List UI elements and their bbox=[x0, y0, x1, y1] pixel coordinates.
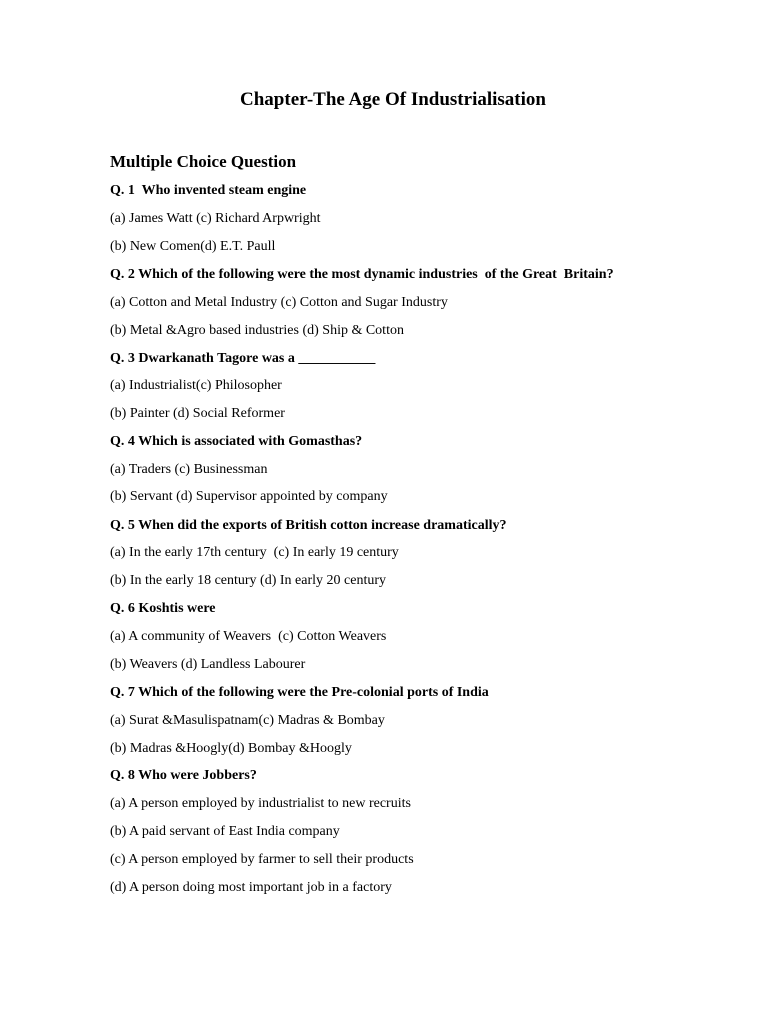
question-3-options-line-2: (b) Painter (d) Social Reformer bbox=[110, 406, 285, 421]
question-2-options-line-1: (a) Cotton and Metal Industry (c) Cotton and Sugar Industry bbox=[110, 295, 448, 310]
question-4-options-line-1: (a) Traders (c) Businessman bbox=[110, 462, 268, 477]
question-8-options-line-1: (a) A person employed by industrialist to new recruits bbox=[110, 796, 411, 811]
question-6-options-line-1: (a) A community of Weavers (c) Cotton Weavers bbox=[110, 629, 387, 644]
question-8-options-line-2: (b) A paid servant of East India company bbox=[110, 824, 340, 839]
question-7-options-line-2: (b) Madras &Hoogly(d) Bombay &Hoogly bbox=[110, 741, 352, 756]
question-4: Q. 4 Which is associated with Gomasthas? bbox=[110, 434, 363, 449]
question-7-options-line-1: (a) Surat &Masulispatnam(c) Madras & Bombay bbox=[110, 713, 385, 728]
question-3: Q. 3 Dwarkanath Tagore was a ___________ bbox=[110, 351, 376, 366]
question-5-options-line-2: (b) In the early 18 century (d) In early 20 century bbox=[110, 573, 386, 588]
page-title: Chapter-The Age Of Industrialisation bbox=[240, 89, 546, 110]
question-1-options-line-2: (b) New Comen(d) E.T. Paull bbox=[110, 239, 276, 254]
question-7: Q. 7 Which of the following were the Pre-colonial ports of India bbox=[110, 685, 489, 700]
question-1-options-line-1: (a) James Watt (c) Richard Arpwright bbox=[110, 211, 321, 226]
question-8-options-line-4: (d) A person doing most important job in a factory bbox=[110, 880, 392, 895]
question-5: Q. 5 When did the exports of British cotton increase dramatically? bbox=[110, 518, 507, 533]
question-5-options-line-1: (a) In the early 17th century (c) In early 19 century bbox=[110, 545, 399, 560]
question-8: Q. 8 Who were Jobbers? bbox=[110, 768, 257, 783]
question-2: Q. 2 Which of the following were the most dynamic industries of the Great Britain? bbox=[110, 267, 614, 282]
question-1: Q. 1 Who invented steam engine bbox=[110, 183, 307, 198]
section-heading: Multiple Choice Question bbox=[110, 152, 297, 171]
question-6-options-line-2: (b) Weavers (d) Landless Labourer bbox=[110, 657, 306, 672]
question-2-options-line-2: (b) Metal &Agro based industries (d) Ship & Cotton bbox=[110, 323, 404, 338]
question-3-options-line-1: (a) Industrialist(c) Philosopher bbox=[110, 378, 282, 393]
question-4-options-line-2: (b) Servant (d) Supervisor appointed by company bbox=[110, 489, 388, 504]
question-8-options-line-3: (c) A person employed by farmer to sell their products bbox=[110, 852, 414, 867]
question-6: Q. 6 Koshtis were bbox=[110, 601, 216, 616]
